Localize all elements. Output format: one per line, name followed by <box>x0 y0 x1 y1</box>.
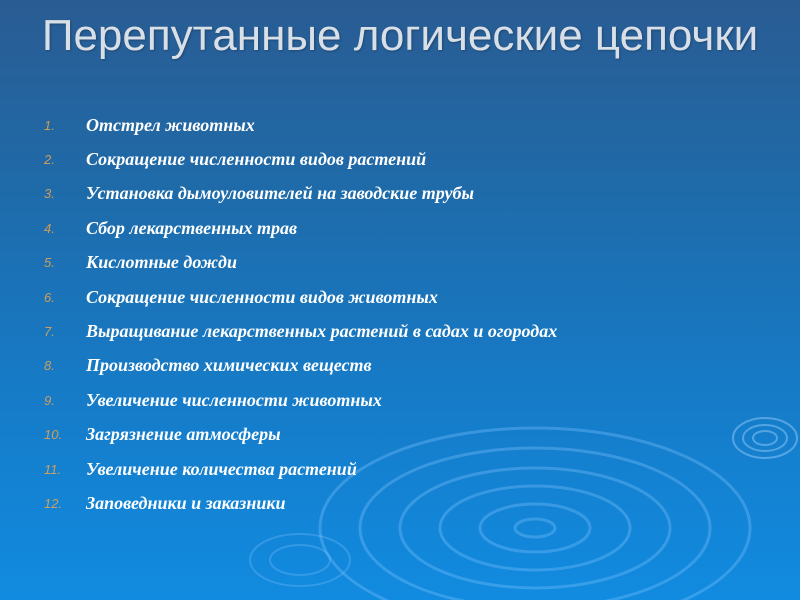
list-number: 8. <box>44 358 55 374</box>
ripple-ring <box>733 418 797 458</box>
list-item <box>20 108 557 142</box>
list-item-text: Загрязнение атмосферы <box>86 424 281 445</box>
list-item <box>20 280 557 314</box>
list-number: 12. <box>44 495 63 511</box>
list-item-text: Заповедники и заказники <box>86 492 286 513</box>
ripple-ring <box>515 519 555 537</box>
list-item-text: Увеличение численности животных <box>86 389 382 410</box>
list-item <box>20 452 557 486</box>
list-item-text: Отстрел животных <box>86 114 255 135</box>
list-item <box>20 314 557 348</box>
list-item <box>20 418 557 452</box>
list-item <box>20 211 557 245</box>
list-item <box>20 177 557 211</box>
list-number: 9. <box>44 392 55 408</box>
list-item <box>20 349 557 383</box>
list-number: 7. <box>44 324 55 340</box>
numbered-list <box>20 108 557 521</box>
list-number: 11. <box>44 461 62 477</box>
list-number: 3. <box>44 186 55 202</box>
list-number: 10. <box>44 427 63 443</box>
ripple-ring <box>743 425 787 451</box>
list-item <box>20 142 557 176</box>
list-item-text: Выращивание лекарственных растений в садах и огородах <box>86 321 558 342</box>
list-number: 6. <box>44 289 55 305</box>
list-number: 2. <box>44 152 55 168</box>
list-item-text: Сбор лекарственных трав <box>86 217 298 238</box>
ripple-ring <box>250 534 350 586</box>
ripple-ring <box>753 431 777 445</box>
list-item <box>20 383 557 417</box>
list-item <box>20 246 557 280</box>
list-item-text: Сокращение численности видов животных <box>86 286 438 307</box>
list-item-text: Сокращение численности видов растений <box>86 149 427 170</box>
list-item <box>20 486 557 520</box>
list-item-text: Производство химических веществ <box>86 355 372 376</box>
list-item-text: Кислотные дожди <box>86 252 237 273</box>
list-number: 1. <box>44 117 55 133</box>
list-number: 5. <box>44 255 55 271</box>
list-item-text: Установка дымоуловителей на заводские трубы <box>86 183 474 204</box>
list-item-text: Увеличение количества растений <box>86 458 357 479</box>
list-number: 4. <box>44 220 55 236</box>
slide-title: Перепутанные логические цепочки <box>41 11 759 60</box>
ripple-ring <box>270 545 330 575</box>
